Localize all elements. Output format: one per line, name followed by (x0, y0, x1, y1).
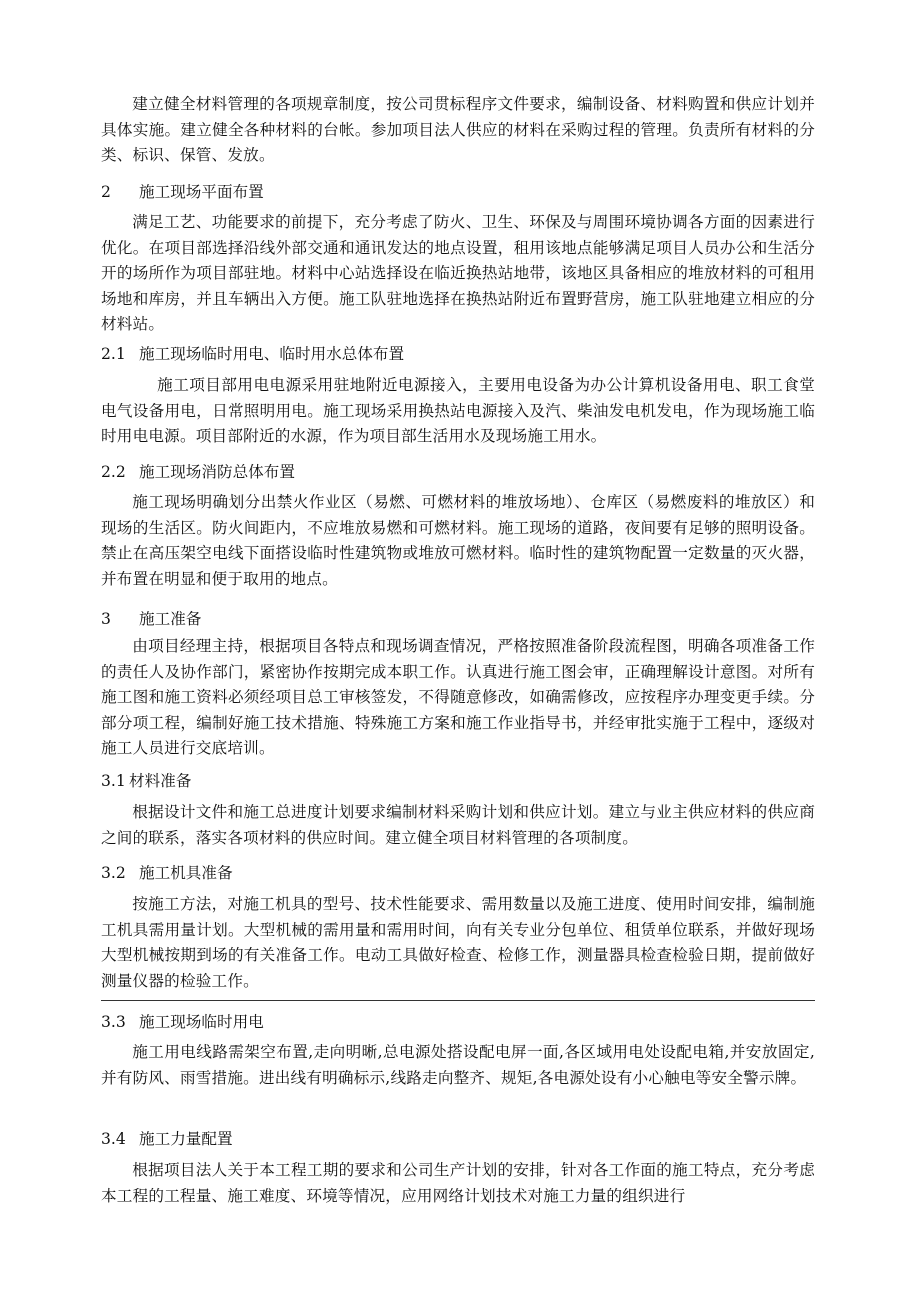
heading-title: 施工现场临时用电、临时用水总体布置 (139, 345, 405, 363)
heading-number: 3.3 (101, 1013, 126, 1031)
heading-3-1 (101, 770, 191, 792)
heading-title: 施工机具准备 (139, 864, 233, 882)
heading-3-4 (101, 1128, 233, 1150)
paragraph-material-preparation: 根据设计文件和施工总进度计划要求编制材料采购计划和供应计划。建立与业主供应材料的供应商之间的联系，落实各项材料的供应时间。建立健全项目材料管理的各项制度。 (101, 803, 815, 847)
paragraph-site-layout: 满足工艺、功能要求的前提下，充分考虑了防火、卫生、环保及与周围环境协调各方面的因素进行优化。在项目部选择沿线外部交通和通讯发达的地点设置，租用该地点能够满足项目人员办公和生活分开的场所作为项目部驻地。材料中心站选择设在临近换热站地带，该地区具备相应的堆放材料的可租用场地和库房，并且车辆出入方便。施工队驻地选择在换热站附近布置野营房，施工队驻地建立相应的分材料站。 (101, 213, 815, 333)
heading-3 (101, 608, 201, 630)
heading-3-2 (101, 862, 233, 884)
paragraph-construction-preparation: 由项目经理主持，根据项目各特点和现场调查情况，严格按照准备阶段流程图，明确各项准备工作的责任人及协作部门，紧密协作按期完成本职工作。认真进行施工图会审，正确理解设计意图。对所有施工图和施工资料必须经项目总工审核签发，不得随意修改，如确需修改，应按程序办理变更手续。分部分项工程，编制好施工技术措施、特殊施工方案和施工作业指导书，并经审批实施于工程中，逐级对施工人员进行交底培训。 (101, 637, 815, 757)
heading-2 (101, 181, 264, 203)
heading-number: 3.2 (101, 864, 126, 882)
paragraph-equipment-preparation: 按施工方法，对施工机具的型号、技术性能要求、需用数量以及施工进度、使用时间安排，编制施工机具需用量计划。大型机械的需用量和需用时间，向有关专业分包单位、租赁单位联系，并做好现场大型机械按期到场的有关准备工作。电动工具做好检查、检修工作，测量器具检查检验日期，提前做好测量仪器的检验工作。 (101, 895, 815, 990)
heading-title: 施工现场临时用电 (139, 1013, 264, 1031)
heading-number: 3.1 (101, 772, 126, 790)
heading-title: 施工现场平面布置 (139, 183, 264, 201)
heading-number: 3.4 (101, 1130, 126, 1148)
paragraph-material-management: 建立健全材料管理的各项规章制度，按公司贯标程序文件要求，编制设备、材料购置和供应计划并具体实施。建立健全各种材料的台帐。参加项目法人供应的材料在采购过程的管理。负责所有材料的分类、标识、保管、发放。 (101, 95, 815, 164)
heading-2-1 (101, 343, 404, 365)
paragraph-fire-protection: 施工现场明确划分出禁火作业区（易燃、可燃材料的堆放场地）、仓库区（易燃废料的堆放区）和现场的生活区。防火间距内，不应堆放易燃和可燃材料。施工现场的道路，夜间要有足够的照明设备。禁止在高压架空电线下面搭设临时性建筑物或堆放可燃材料。临时性的建筑物配置一定数量的灭火器，并布置在明显和便于取用的地点。 (101, 493, 815, 588)
paragraph-temporary-power-water: 施工项目部用电电源采用驻地附近电源接入，主要用电设备为办公计算机设备用电、职工食堂电气设备用电，日常照明用电。施工现场采用换热站电源接入及汽、柴油发电机发电，作为现场施工临时用电电源。项目部附近的水源，作为项目部生活用水及现场施工用水。 (101, 376, 815, 445)
heading-title: 材料准备 (129, 772, 192, 790)
page-divider (101, 1000, 815, 1001)
heading-title: 施工准备 (139, 610, 202, 628)
heading-title: 施工现场消防总体布置 (139, 463, 295, 481)
heading-number: 2.2 (101, 463, 126, 481)
heading-3-3 (101, 1011, 264, 1033)
heading-number: 2.1 (101, 345, 126, 363)
paragraph-workforce-allocation: 根据项目法人关于本工程工期的要求和公司生产计划的安排，针对各工作面的施工特点，充分考虑本工程的工程量、施工难度、环境等情况，应用网络计划技术对施工力量的组织进行 (101, 1161, 815, 1205)
heading-number: 2 (101, 183, 111, 201)
heading-title: 施工力量配置 (139, 1130, 233, 1148)
heading-number: 3 (101, 610, 111, 628)
heading-2-2 (101, 461, 295, 483)
paragraph-temporary-electricity: 施工用电线路需架空布置,走向明晰,总电源处搭设配电屏一面,各区域用电处设配电箱,并安放固定,并有防风、雨雪措施。进出线有明确标示,线路走向整齐、规矩,各电源处设有小心触电等安全警示牌。 (101, 1043, 815, 1087)
